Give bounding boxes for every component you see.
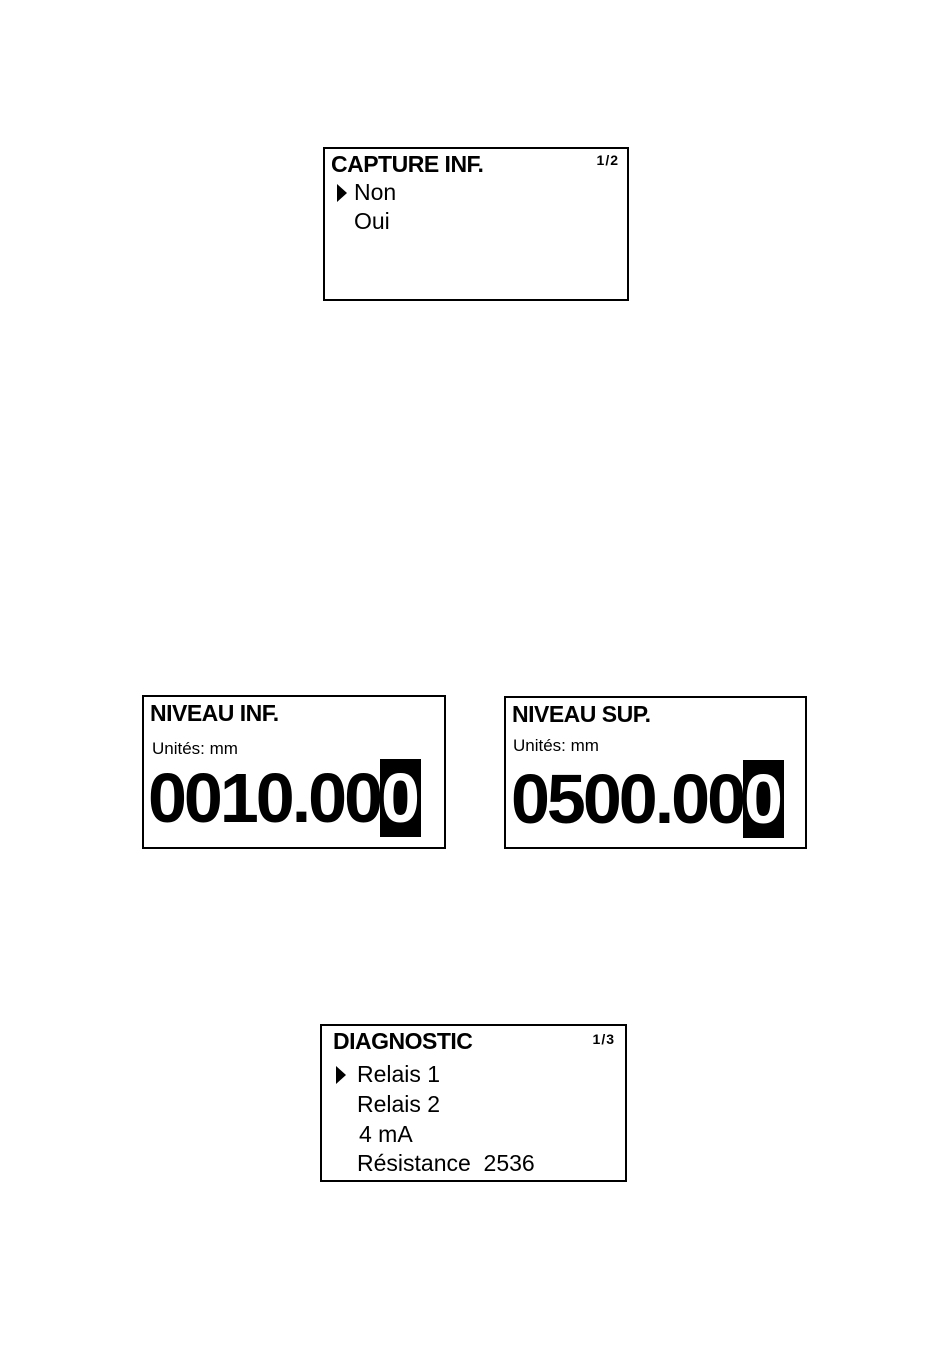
menu-item-resistance[interactable]: Résistance 2536 — [357, 1150, 535, 1176]
units-label: Unités: mm — [152, 739, 238, 758]
value-digits: 0010.00 — [148, 759, 381, 837]
value-digits: 0500.00 — [511, 760, 744, 838]
page-indicator: 1/2 — [596, 152, 619, 168]
niveau-inf-screen — [142, 695, 446, 849]
selection-arrow-icon — [336, 1066, 346, 1084]
diagnostic-screen — [320, 1024, 627, 1182]
screen-title: CAPTURE INF. — [331, 151, 484, 177]
menu-item-oui[interactable]: Oui — [354, 208, 390, 234]
menu-item-relais-2[interactable]: Relais 2 — [357, 1091, 441, 1117]
page-indicator: 1/3 — [592, 1031, 615, 1047]
screen-title: DIAGNOSTIC — [333, 1028, 473, 1054]
niveau-sup-screen — [504, 696, 807, 849]
value-display[interactable] — [511, 760, 784, 838]
value-display[interactable] — [148, 759, 421, 837]
units-label: Unités: mm — [513, 736, 599, 755]
menu-item-non[interactable]: Non — [354, 179, 397, 205]
selected-digit[interactable]: 0 — [381, 759, 420, 837]
capture-inf-screen — [323, 147, 629, 301]
selected-digit[interactable]: 0 — [744, 760, 783, 838]
menu-item-relais-1[interactable]: Relais 1 — [357, 1061, 441, 1087]
menu-item-4ma[interactable]: 4 mA — [359, 1121, 413, 1147]
selection-arrow-icon — [337, 184, 347, 202]
screen-title: NIVEAU SUP. — [512, 701, 651, 727]
screen-title: NIVEAU INF. — [150, 700, 279, 726]
